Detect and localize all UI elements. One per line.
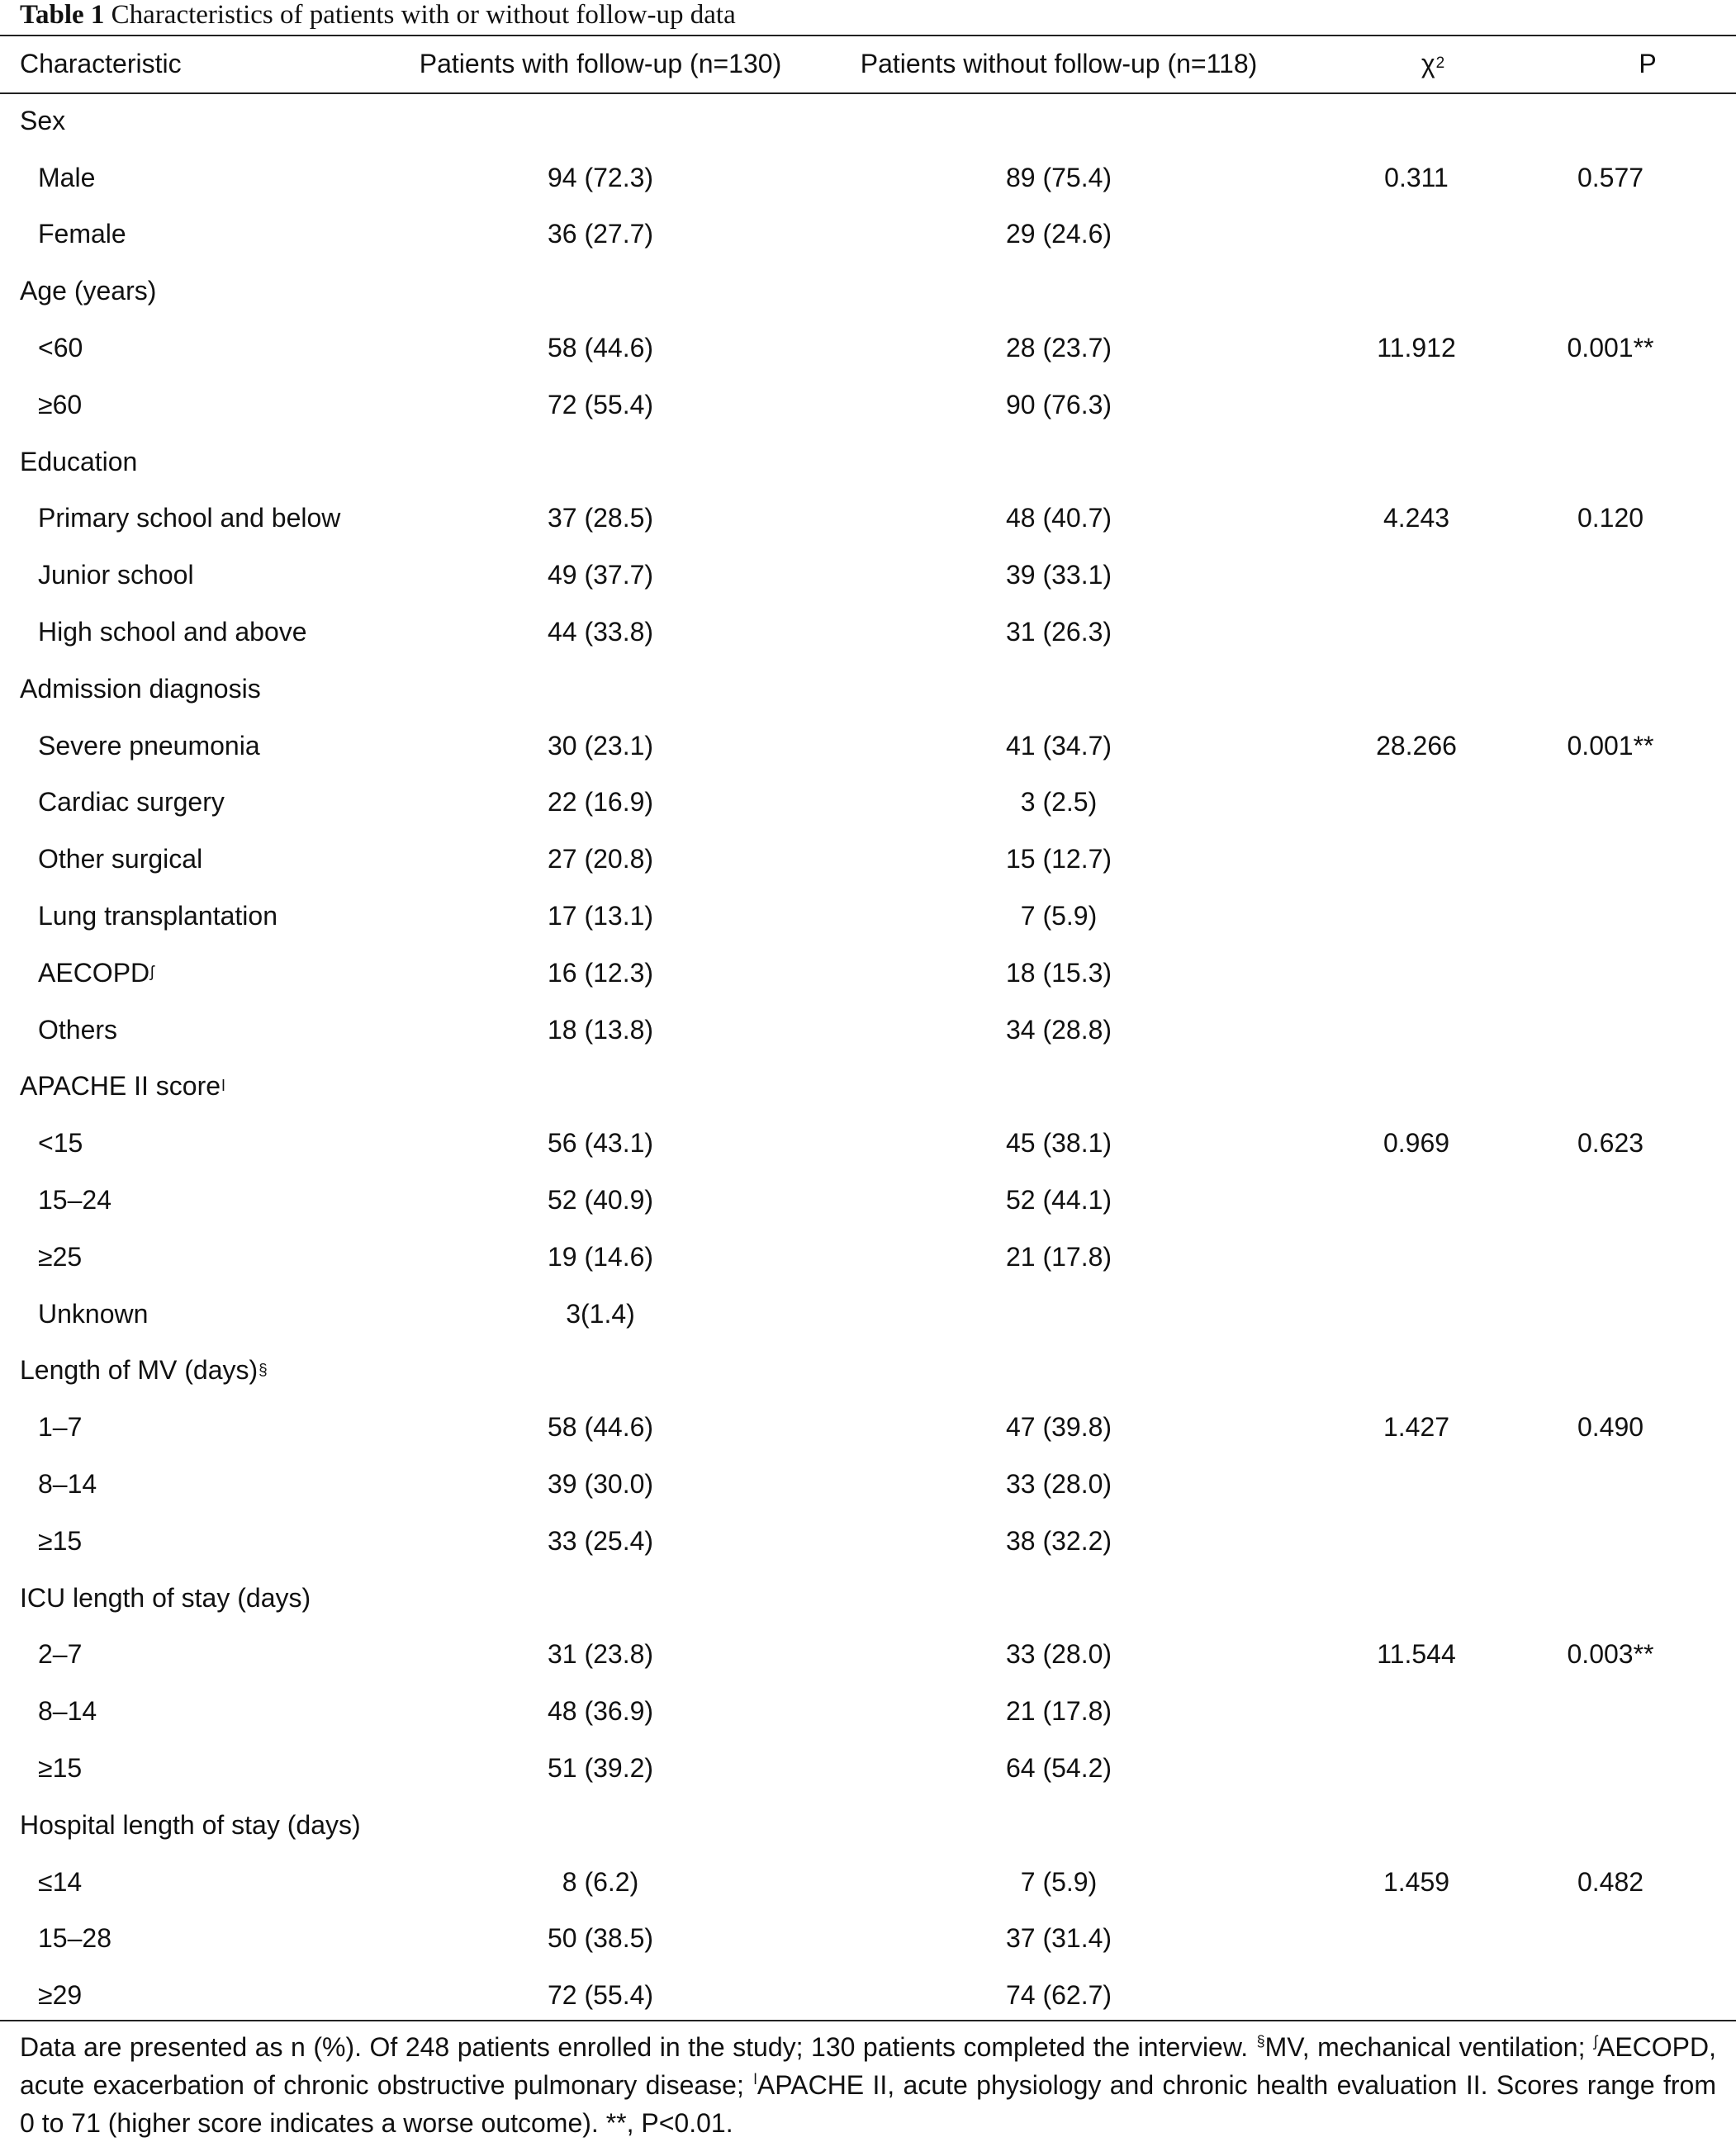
characteristic-label: ≥29 <box>38 1980 83 2011</box>
header-without-followup: Patients without follow-up (n=118) <box>860 48 1258 78</box>
table-group-row <box>0 661 1736 718</box>
characteristic-cell: APACHE II score ǀ <box>20 1071 225 1102</box>
table-group-row <box>0 1059 1736 1116</box>
with-followup-cell: 72 (55.4) <box>547 389 654 419</box>
characteristic-label: 8–14 <box>38 1469 97 1500</box>
p-value-cell <box>1511 1229 1710 1286</box>
p-value-cell <box>1511 1002 1710 1059</box>
p-value-cell <box>1511 1911 1710 1968</box>
characteristic-cell <box>38 490 401 547</box>
characteristic-label: Other surgical <box>38 844 203 874</box>
without-followup-cell: 39 (33.1) <box>1005 560 1112 590</box>
chi-square-cell <box>1321 1740 1511 1797</box>
footnote-text-2: MV, mechanical ventilation; <box>1264 2032 1593 2062</box>
table-row <box>0 1456 1736 1513</box>
chi-square-cell <box>1321 888 1511 945</box>
with-followup-cell: 18 (13.8) <box>547 1014 654 1045</box>
characteristic-label: ≥15 <box>38 1525 83 1556</box>
table-row <box>0 206 1736 263</box>
characteristic-cell <box>38 831 401 888</box>
with-followup-cell: 51 (39.2) <box>547 1753 654 1783</box>
with-followup-cell: 49 (37.7) <box>547 560 654 590</box>
table-group-row <box>0 434 1736 490</box>
characteristic-cell <box>20 1797 383 1854</box>
characteristic-label: 15–28 <box>38 1923 111 1954</box>
chi-square-cell <box>1321 1002 1511 1059</box>
chi-square-cell <box>1321 377 1511 434</box>
table-row <box>0 320 1736 377</box>
characteristic-label: AECOPD <box>38 957 150 988</box>
characteristic-label: Junior school <box>38 560 194 590</box>
footnote-sup-integral: ʃ <box>1593 2033 1597 2050</box>
p-value-cell: 0.120 <box>1577 503 1644 533</box>
without-followup-cell: 33 (28.0) <box>1005 1639 1112 1670</box>
p-value-cell <box>1511 1513 1710 1570</box>
chi-square-cell: 11.912 <box>1377 333 1456 363</box>
characteristic-label: 15–24 <box>38 1185 111 1216</box>
characteristic-cell <box>38 1683 401 1740</box>
characteristic-cell: AECOPD ʃ <box>38 957 154 988</box>
table-group-row <box>0 1343 1736 1400</box>
with-followup-cell: 3(1.4) <box>566 1298 635 1329</box>
with-followup-cell: 36 (27.7) <box>547 219 654 249</box>
without-followup-cell: 18 (15.3) <box>1005 957 1112 988</box>
chi-square-cell <box>1321 1513 1511 1570</box>
characteristic-cell <box>20 92 383 149</box>
characteristic-label: Lung transplantation <box>38 901 277 931</box>
table-row <box>0 1172 1736 1229</box>
chi-square-cell <box>1321 945 1511 1002</box>
p-value-cell <box>1511 206 1710 263</box>
p-value-cell: 0.001** <box>1567 730 1654 761</box>
chi-square-cell <box>1321 547 1511 604</box>
characteristic-label: Others <box>38 1014 118 1045</box>
characteristic-cell <box>38 547 401 604</box>
table-row <box>0 377 1736 434</box>
characteristic-label: Primary school and below <box>38 503 341 533</box>
with-followup-cell: 50 (38.5) <box>547 1923 654 1954</box>
with-followup-cell: 27 (20.8) <box>547 844 654 874</box>
table-row <box>0 1967 1736 2024</box>
characteristic-cell <box>38 1172 401 1229</box>
footnote-text-4: APACHE II, acute physiology and chronic health evaluation II. Scores range from 0 to 71 (higher score indicates a worse outcome). **, P<0.01. <box>20 2070 1717 2138</box>
without-followup-cell: 3 (2.5) <box>1020 787 1098 817</box>
footnote-sup-section: § <box>1256 2033 1265 2050</box>
characteristic-label: Admission diagnosis <box>20 673 261 704</box>
table-title <box>20 0 736 30</box>
p-value-cell: 0.482 <box>1577 1866 1644 1897</box>
characteristic-label: APACHE II score <box>20 1071 221 1102</box>
characteristic-label: Sex <box>20 105 66 135</box>
table-group-row <box>0 1570 1736 1627</box>
with-followup-cell: 94 (72.3) <box>547 162 654 192</box>
p-value-cell: 0.623 <box>1577 1128 1644 1159</box>
table-row <box>0 149 1736 206</box>
characteristic-label: ≥60 <box>38 389 83 419</box>
with-followup-cell: 48 (36.9) <box>547 1696 654 1727</box>
p-value-cell <box>1511 1683 1710 1740</box>
characteristic-cell <box>38 206 401 263</box>
table-group-row <box>0 1797 1736 1854</box>
characteristic-cell <box>38 1229 401 1286</box>
with-followup-cell: 37 (28.5) <box>547 503 654 533</box>
chi-square-cell <box>1321 1683 1511 1740</box>
footnote-sup-bar: ǀ <box>753 2071 757 2088</box>
chi-square-cell <box>1321 604 1511 661</box>
without-followup-cell: 28 (23.7) <box>1005 333 1112 363</box>
without-followup-cell: 7 (5.9) <box>1020 1866 1098 1897</box>
table-row <box>0 1399 1736 1456</box>
table-row <box>0 831 1736 888</box>
without-followup-cell: 52 (44.1) <box>1005 1185 1112 1216</box>
characteristic-cell <box>20 263 383 320</box>
p-value-cell <box>1511 888 1710 945</box>
with-followup-cell: 22 (16.9) <box>547 787 654 817</box>
p-value-cell <box>1511 775 1710 832</box>
p-value-cell <box>1511 1740 1710 1797</box>
table-row <box>0 547 1736 604</box>
characteristic-cell <box>20 434 383 490</box>
table-row <box>0 1627 1736 1684</box>
chi-square-cell <box>1321 1286 1511 1343</box>
p-value-cell <box>1511 547 1710 604</box>
table-row <box>0 604 1736 661</box>
chi-square-cell <box>1321 1172 1511 1229</box>
characteristic-label: ≤14 <box>38 1866 83 1897</box>
without-followup-cell: 21 (17.8) <box>1005 1696 1112 1727</box>
footnote-text-1: Data are presented as n (%). Of 248 patients enrolled in the study; 130 patients completed the interview. <box>20 2032 1256 2062</box>
header-characteristic: Characteristic <box>20 48 182 78</box>
without-followup-cell: 31 (26.3) <box>1005 617 1112 647</box>
with-followup-cell: 16 (12.3) <box>547 957 654 988</box>
characteristic-cell <box>38 149 401 206</box>
characteristic-cell <box>38 1399 401 1456</box>
p-value-cell <box>1511 1967 1710 2024</box>
with-followup-cell: 17 (13.1) <box>547 901 654 931</box>
characteristic-label: ICU length of stay (days) <box>20 1582 311 1613</box>
without-followup-cell: 34 (28.8) <box>1005 1014 1112 1045</box>
bottom-rule <box>0 2020 1736 2021</box>
chi-square-cell: 11.544 <box>1377 1639 1456 1670</box>
table-header <box>0 36 1736 91</box>
characteristic-label: Education <box>20 446 138 476</box>
characteristic-cell <box>38 718 401 775</box>
characteristic-cell <box>38 377 401 434</box>
p-value-cell <box>1511 1172 1710 1229</box>
without-followup-cell: 47 (39.8) <box>1005 1412 1112 1443</box>
table-row <box>0 1854 1736 1911</box>
characteristic-label: Female <box>38 219 126 249</box>
characteristic-cell <box>38 320 401 377</box>
without-followup-cell: 89 (75.4) <box>1005 162 1112 192</box>
table-row <box>0 1911 1736 1968</box>
p-value-cell: 0.003** <box>1567 1639 1654 1670</box>
table-group-row <box>0 92 1736 149</box>
characteristic-cell <box>38 888 401 945</box>
header-p-value: P <box>1639 48 1657 78</box>
chi-square-cell <box>1321 831 1511 888</box>
characteristic-label: <15 <box>38 1128 83 1159</box>
characteristic-cell <box>38 1115 401 1172</box>
without-followup-cell: 29 (24.6) <box>1005 219 1112 249</box>
table-row <box>0 945 1736 1002</box>
characteristic-label: Unknown <box>38 1298 149 1329</box>
chi-square-cell: 0.311 <box>1384 162 1449 192</box>
chi-symbol: χ <box>1421 48 1435 78</box>
characteristic-label: 8–14 <box>38 1696 97 1727</box>
chi-square-cell <box>1321 1456 1511 1513</box>
table-label: Table 1 <box>20 0 105 30</box>
without-followup-cell: 38 (32.2) <box>1005 1525 1112 1556</box>
p-value-cell <box>1511 1456 1710 1513</box>
characteristic-cell <box>38 1002 401 1059</box>
characteristic-label: Hospital length of stay (days) <box>20 1809 361 1840</box>
without-followup-cell: 37 (31.4) <box>1005 1923 1112 1954</box>
chi-square-cell <box>1321 1229 1511 1286</box>
with-followup-cell: 19 (14.6) <box>547 1241 654 1272</box>
without-followup-cell: 7 (5.9) <box>1020 901 1098 931</box>
characteristic-cell <box>38 1513 401 1570</box>
table-footnote <box>20 2028 1716 2142</box>
without-followup-cell: 74 (62.7) <box>1005 1980 1112 2011</box>
header-chi-square: χ 2 <box>1421 48 1445 78</box>
p-value-cell: 0.490 <box>1577 1412 1644 1443</box>
without-followup-cell <box>828 1286 1290 1343</box>
with-followup-cell: 31 (23.8) <box>547 1639 654 1670</box>
chi-square-cell: 1.459 <box>1383 1866 1450 1897</box>
table-row <box>0 1286 1736 1343</box>
characteristic-label: High school and above <box>38 617 307 647</box>
with-followup-cell: 72 (55.4) <box>547 1980 654 2011</box>
characteristic-label: Male <box>38 162 96 192</box>
characteristic-label: Cardiac surgery <box>38 787 225 817</box>
characteristic-cell <box>38 604 401 661</box>
characteristic-cell <box>38 1854 401 1911</box>
with-followup-cell: 58 (44.6) <box>547 1412 654 1443</box>
chi-square-cell <box>1321 775 1511 832</box>
table-row <box>0 1513 1736 1570</box>
chi-square-cell: 1.427 <box>1383 1412 1450 1443</box>
with-followup-cell: 58 (44.6) <box>547 333 654 363</box>
p-value-cell <box>1511 1286 1710 1343</box>
without-followup-cell: 15 (12.7) <box>1005 844 1112 874</box>
characteristic-cell <box>38 775 401 832</box>
p-value-cell <box>1511 604 1710 661</box>
footnote-text-3: AECOPD, acute exacerbation of chronic obstructive pulmonary disease; <box>20 2032 1717 2100</box>
chi-square-cell: 0.969 <box>1383 1128 1450 1159</box>
characteristic-cell <box>38 1967 401 2024</box>
p-value-cell <box>1511 945 1710 1002</box>
characteristic-cell: Length of MV (days) § <box>20 1355 268 1386</box>
characteristic-label: ≥25 <box>38 1241 83 1272</box>
table-row <box>0 1002 1736 1059</box>
characteristic-label: Length of MV (days) <box>20 1355 259 1386</box>
p-value-cell <box>1511 831 1710 888</box>
table-row <box>0 718 1736 775</box>
with-followup-cell: 30 (23.1) <box>547 730 654 761</box>
characteristic-label: 2–7 <box>38 1639 83 1670</box>
characteristic-cell <box>38 1911 401 1968</box>
chi-square-cell <box>1321 1911 1511 1968</box>
table-row <box>0 490 1736 547</box>
with-followup-cell: 52 (40.9) <box>547 1185 654 1216</box>
characteristic-label: ≥15 <box>38 1753 83 1783</box>
with-followup-cell: 39 (30.0) <box>547 1469 654 1500</box>
with-followup-cell: 44 (33.8) <box>547 617 654 647</box>
without-followup-cell: 33 (28.0) <box>1005 1469 1112 1500</box>
characteristic-cell <box>20 661 383 718</box>
characteristic-label: Age (years) <box>20 276 157 306</box>
table-row <box>0 1115 1736 1172</box>
characteristic-cell <box>38 1286 401 1343</box>
characteristic-label: Severe pneumonia <box>38 730 260 761</box>
table-group-row <box>0 263 1736 320</box>
table-caption: Characteristics of patients with or without follow-up data <box>111 0 736 30</box>
without-followup-cell: 90 (76.3) <box>1005 389 1112 419</box>
table-row <box>0 1683 1736 1740</box>
p-value-cell: 0.001** <box>1567 333 1654 363</box>
with-followup-cell: 8 (6.2) <box>562 1866 639 1897</box>
without-followup-cell: 41 (34.7) <box>1005 730 1112 761</box>
with-followup-cell: 33 (25.4) <box>547 1525 654 1556</box>
p-value-cell: 0.577 <box>1577 162 1644 192</box>
chi-square-cell <box>1321 1967 1511 2024</box>
chi-square-cell: 28.266 <box>1376 730 1457 761</box>
without-followup-cell: 64 (54.2) <box>1005 1753 1112 1783</box>
without-followup-cell: 48 (40.7) <box>1005 503 1112 533</box>
characteristic-label: <60 <box>38 333 83 363</box>
table-row <box>0 1229 1736 1286</box>
without-followup-cell: 45 (38.1) <box>1005 1128 1112 1159</box>
header-with-followup: Patients with follow-up (n=130) <box>419 48 782 78</box>
chi-square-cell <box>1321 206 1511 263</box>
characteristic-cell <box>38 1456 401 1513</box>
table-row <box>0 775 1736 832</box>
without-followup-cell: 21 (17.8) <box>1005 1241 1112 1272</box>
characteristic-label: 1–7 <box>38 1412 83 1443</box>
table-body <box>0 92 1736 2024</box>
table-row <box>0 888 1736 945</box>
characteristic-cell <box>38 1740 401 1797</box>
characteristic-cell <box>38 1627 401 1684</box>
chi-square-cell: 4.243 <box>1383 503 1450 533</box>
characteristic-cell <box>20 1570 383 1627</box>
table-row <box>0 1740 1736 1797</box>
with-followup-cell: 56 (43.1) <box>547 1128 654 1159</box>
p-value-cell <box>1511 377 1710 434</box>
